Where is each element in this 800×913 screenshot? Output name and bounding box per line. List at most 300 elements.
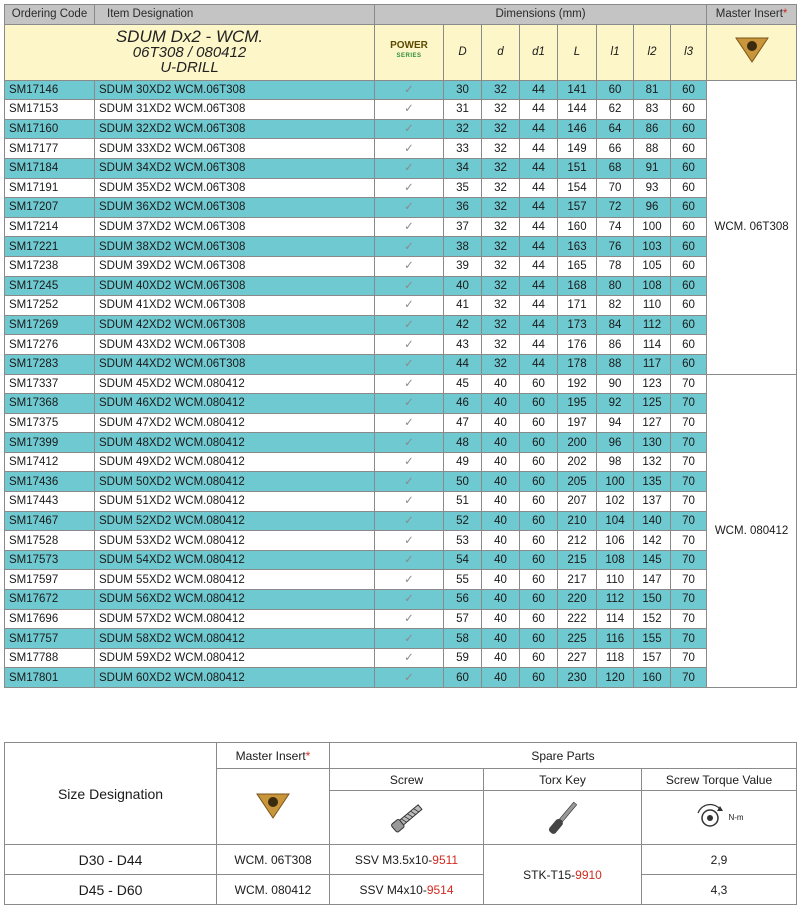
dim-d: 35 [444, 178, 482, 198]
dim-d: 54 [444, 550, 482, 570]
dim-d: 37 [444, 217, 482, 237]
dim-l3: 70 [671, 570, 707, 590]
dim-d: 32 [482, 139, 520, 159]
checkmark-icon: ✓ [375, 629, 444, 649]
ordering-code: SM17801 [5, 668, 95, 688]
dim-l3: 60 [671, 139, 707, 159]
dim-d: 52 [444, 511, 482, 531]
item-designation: SDUM 34XD2 WCM.06T308 [95, 158, 375, 178]
dim-label-l2: l2 [634, 24, 671, 80]
dim-l2: 140 [634, 511, 671, 531]
dim-l3: 70 [671, 374, 707, 394]
dim-l1: 60 [597, 80, 634, 100]
dim-l3: 60 [671, 217, 707, 237]
dim-d: 56 [444, 590, 482, 610]
screw-prefix: SSV M3.5x10- [354, 852, 433, 867]
dim-d1: 60 [520, 472, 558, 492]
master-insert-header [217, 743, 330, 769]
dim-d: 32 [482, 119, 520, 139]
table-row [5, 648, 797, 668]
dim-d: 32 [482, 100, 520, 120]
header-ordering-code: Ordering Code [5, 5, 95, 25]
asterisk-mark: * [305, 748, 311, 763]
item-designation: SDUM 52XD2 WCM.080412 [95, 511, 375, 531]
table-row [5, 492, 797, 512]
dim-d: 32 [482, 158, 520, 178]
dim-l: 151 [558, 158, 597, 178]
dim-l1: 98 [597, 452, 634, 472]
dim-l3: 60 [671, 158, 707, 178]
dim-l3: 60 [671, 256, 707, 276]
dim-l: 200 [558, 433, 597, 453]
item-designation: SDUM 45XD2 WCM.080412 [95, 374, 375, 394]
table-row [5, 276, 797, 296]
dim-label-D: D [444, 24, 482, 80]
dim-l3: 60 [671, 237, 707, 257]
checkmark-icon: ✓ [375, 492, 444, 512]
dim-d1: 60 [520, 394, 558, 414]
checkmark-icon: ✓ [375, 237, 444, 257]
dim-d: 32 [482, 354, 520, 374]
dim-d: 41 [444, 296, 482, 316]
item-designation: SDUM 49XD2 WCM.080412 [95, 452, 375, 472]
dim-d1: 44 [520, 100, 558, 120]
dim-l3: 60 [671, 100, 707, 120]
dim-l3: 60 [671, 335, 707, 355]
dim-l: 154 [558, 178, 597, 198]
dim-l: 225 [558, 629, 597, 649]
screw-prefix: SSV M4x10- [359, 882, 427, 897]
torx-prefix: STK-T15- [523, 867, 576, 882]
checkmark-icon: ✓ [375, 531, 444, 551]
dim-d: 57 [444, 609, 482, 629]
dim-d: 30 [444, 80, 482, 100]
dim-d1: 44 [520, 198, 558, 218]
dim-l3: 60 [671, 296, 707, 316]
table-row [5, 139, 797, 159]
item-designation: SDUM 42XD2 WCM.06T308 [95, 315, 375, 335]
dim-l2: 110 [634, 296, 671, 316]
item-designation: SDUM 33XD2 WCM.06T308 [95, 139, 375, 159]
checkmark-icon: ✓ [375, 413, 444, 433]
ordering-code: SM17757 [5, 629, 95, 649]
item-designation: SDUM 55XD2 WCM.080412 [95, 570, 375, 590]
ordering-code: SM17207 [5, 198, 95, 218]
table-row [5, 668, 797, 688]
dim-d: 32 [482, 296, 520, 316]
dim-d1: 60 [520, 433, 558, 453]
insert-image-icon [707, 24, 797, 80]
table-row [5, 452, 797, 472]
dim-d: 32 [482, 80, 520, 100]
dim-d1: 44 [520, 158, 558, 178]
ordering-code: SM17177 [5, 139, 95, 159]
torque-icon [642, 791, 797, 845]
table-row [5, 531, 797, 551]
checkmark-icon: ✓ [375, 296, 444, 316]
table-row [5, 80, 797, 100]
checkmark-icon: ✓ [375, 452, 444, 472]
checkmark-icon: ✓ [375, 217, 444, 237]
torque-row-2: 4,3 [642, 875, 797, 905]
table-row [5, 256, 797, 276]
dim-d1: 44 [520, 354, 558, 374]
table-row [5, 433, 797, 453]
dim-d: 40 [482, 590, 520, 610]
torx-code: 9910 [575, 867, 602, 882]
master-insert-group: WCM. 080412 [707, 374, 797, 688]
dim-l3: 70 [671, 668, 707, 688]
dim-d1: 44 [520, 315, 558, 335]
table-row [5, 609, 797, 629]
master-insert-group: WCM. 06T308 [707, 80, 797, 374]
dim-l3: 60 [671, 198, 707, 218]
table-row [5, 374, 797, 394]
item-designation: SDUM 46XD2 WCM.080412 [95, 394, 375, 414]
dim-l2: 150 [634, 590, 671, 610]
dim-l2: 86 [634, 119, 671, 139]
dim-d: 32 [482, 198, 520, 218]
dim-d: 45 [444, 374, 482, 394]
dim-d: 55 [444, 570, 482, 590]
dim-d: 32 [482, 335, 520, 355]
dim-d1: 44 [520, 335, 558, 355]
ordering-code: SM17788 [5, 648, 95, 668]
ordering-code: SM17153 [5, 100, 95, 120]
dim-l2: 147 [634, 570, 671, 590]
dim-d1: 44 [520, 80, 558, 100]
power-logo-sub: SERIES [396, 53, 422, 60]
table-row [5, 315, 797, 335]
dim-l3: 70 [671, 609, 707, 629]
dim-d: 40 [482, 570, 520, 590]
checkmark-icon: ✓ [375, 198, 444, 218]
item-designation: SDUM 60XD2 WCM.080412 [95, 668, 375, 688]
dim-l1: 86 [597, 335, 634, 355]
ordering-code: SM17276 [5, 335, 95, 355]
dim-l: 230 [558, 668, 597, 688]
dim-l1: 66 [597, 139, 634, 159]
checkmark-icon: ✓ [375, 394, 444, 414]
dim-label-d1: d1 [520, 24, 558, 80]
ordering-code: SM17184 [5, 158, 95, 178]
dim-d: 40 [482, 433, 520, 453]
dim-d: 34 [444, 158, 482, 178]
dim-d: 40 [482, 374, 520, 394]
dim-l: 160 [558, 217, 597, 237]
dim-l1: 88 [597, 354, 634, 374]
dim-d: 40 [482, 472, 520, 492]
dim-l: 217 [558, 570, 597, 590]
ordering-code: SM17528 [5, 531, 95, 551]
dim-l: 195 [558, 394, 597, 414]
item-designation: SDUM 53XD2 WCM.080412 [95, 531, 375, 551]
table-row [5, 590, 797, 610]
dim-d: 47 [444, 413, 482, 433]
dim-l2: 137 [634, 492, 671, 512]
dim-l3: 60 [671, 178, 707, 198]
ordering-code: SM17672 [5, 590, 95, 610]
dim-l1: 84 [597, 315, 634, 335]
ordering-code: SM17368 [5, 394, 95, 414]
title-line-1: SDUM Dx2 - WCM. [115, 27, 264, 47]
dim-l3: 70 [671, 531, 707, 551]
asterisk-mark: * [782, 8, 788, 21]
title-line-3: U-DRILL [160, 59, 219, 77]
ordering-code: SM17283 [5, 354, 95, 374]
dim-d1: 44 [520, 217, 558, 237]
checkmark-icon: ✓ [375, 570, 444, 590]
master-insert-label: Master Insert [235, 748, 306, 763]
table-row [5, 237, 797, 257]
dim-d: 33 [444, 139, 482, 159]
screw-icon [330, 791, 484, 845]
item-designation: SDUM 43XD2 WCM.06T308 [95, 335, 375, 355]
dim-l: 176 [558, 335, 597, 355]
item-designation: SDUM 39XD2 WCM.06T308 [95, 256, 375, 276]
dim-l: 146 [558, 119, 597, 139]
dim-d: 40 [482, 550, 520, 570]
dim-d: 39 [444, 256, 482, 276]
dim-l2: 127 [634, 413, 671, 433]
table-row [5, 217, 797, 237]
ordering-code: SM17412 [5, 452, 95, 472]
dim-l: 144 [558, 100, 597, 120]
screw-torque-header: Screw Torque Value [642, 769, 797, 791]
insert-image-icon [217, 769, 330, 845]
ordering-code: SM17443 [5, 492, 95, 512]
insert-row-2: WCM. 080412 [217, 875, 330, 905]
dim-d: 38 [444, 237, 482, 257]
dim-label-l3: l3 [671, 24, 707, 80]
dim-l3: 60 [671, 119, 707, 139]
dim-l2: 103 [634, 237, 671, 257]
dim-d1: 60 [520, 492, 558, 512]
dim-d: 32 [482, 217, 520, 237]
dim-d: 40 [482, 668, 520, 688]
dim-l2: 160 [634, 668, 671, 688]
dim-l: 212 [558, 531, 597, 551]
size-row-2: D45 - D60 [5, 875, 217, 905]
item-designation: SDUM 59XD2 WCM.080412 [95, 648, 375, 668]
dim-l1: 108 [597, 550, 634, 570]
dim-d1: 60 [520, 374, 558, 394]
dim-d: 40 [482, 452, 520, 472]
dim-l2: 130 [634, 433, 671, 453]
dim-d: 32 [482, 237, 520, 257]
dim-l2: 114 [634, 335, 671, 355]
dim-d: 32 [482, 315, 520, 335]
dim-l3: 70 [671, 648, 707, 668]
dim-d: 36 [444, 198, 482, 218]
dim-d: 40 [482, 531, 520, 551]
checkmark-icon: ✓ [375, 550, 444, 570]
ordering-code: SM17238 [5, 256, 95, 276]
dim-l2: 157 [634, 648, 671, 668]
dim-d: 32 [444, 119, 482, 139]
power-logo-text: POWER [390, 40, 428, 52]
dim-l2: 81 [634, 80, 671, 100]
ordering-code: SM17375 [5, 413, 95, 433]
torx-key-header: Torx Key [484, 769, 642, 791]
dim-l3: 70 [671, 511, 707, 531]
dim-l1: 82 [597, 296, 634, 316]
header-item-designation: Item Designation [95, 5, 375, 25]
dim-d1: 60 [520, 550, 558, 570]
item-designation: SDUM 36XD2 WCM.06T308 [95, 198, 375, 218]
dim-l1: 68 [597, 158, 634, 178]
dim-l1: 104 [597, 511, 634, 531]
dim-l2: 100 [634, 217, 671, 237]
product-table [4, 4, 797, 688]
dim-l: 171 [558, 296, 597, 316]
header-master-insert [707, 5, 797, 25]
spare-parts-table [4, 742, 797, 905]
screw-row-2 [330, 875, 484, 905]
dim-d: 58 [444, 629, 482, 649]
item-designation: SDUM 41XD2 WCM.06T308 [95, 296, 375, 316]
dim-l2: 125 [634, 394, 671, 414]
dim-l3: 60 [671, 354, 707, 374]
ordering-code: SM17214 [5, 217, 95, 237]
screw-code: 9511 [432, 852, 459, 867]
dim-l1: 90 [597, 374, 634, 394]
ordering-code: SM17252 [5, 296, 95, 316]
dim-d: 40 [444, 276, 482, 296]
dim-l3: 70 [671, 394, 707, 414]
dim-l1: 118 [597, 648, 634, 668]
insert-row-1: WCM. 06T308 [217, 845, 330, 875]
dim-d1: 44 [520, 139, 558, 159]
checkmark-icon: ✓ [375, 648, 444, 668]
checkmark-icon: ✓ [375, 511, 444, 531]
item-designation: SDUM 37XD2 WCM.06T308 [95, 217, 375, 237]
torque-row-1: 2,9 [642, 845, 797, 875]
table-row [5, 198, 797, 218]
dim-l2: 117 [634, 354, 671, 374]
dim-l3: 60 [671, 276, 707, 296]
checkmark-icon: ✓ [375, 668, 444, 688]
dim-d: 50 [444, 472, 482, 492]
dim-l: 197 [558, 413, 597, 433]
table-row [5, 629, 797, 649]
dim-l3: 60 [671, 80, 707, 100]
ordering-code: SM17245 [5, 276, 95, 296]
item-designation: SDUM 58XD2 WCM.080412 [95, 629, 375, 649]
dim-d: 32 [482, 178, 520, 198]
dim-l1: 76 [597, 237, 634, 257]
size-row-1: D30 - D44 [5, 845, 217, 875]
dim-l: 173 [558, 315, 597, 335]
item-designation: SDUM 35XD2 WCM.06T308 [95, 178, 375, 198]
dim-l1: 112 [597, 590, 634, 610]
table-row [5, 296, 797, 316]
dim-d1: 44 [520, 237, 558, 257]
dim-l: 202 [558, 452, 597, 472]
dim-l: 222 [558, 609, 597, 629]
dim-d1: 60 [520, 609, 558, 629]
dim-l1: 120 [597, 668, 634, 688]
dim-l1: 72 [597, 198, 634, 218]
dim-d1: 60 [520, 531, 558, 551]
dim-d1: 44 [520, 178, 558, 198]
dim-l: 207 [558, 492, 597, 512]
item-designation: SDUM 50XD2 WCM.080412 [95, 472, 375, 492]
dim-l3: 70 [671, 433, 707, 453]
dim-d: 31 [444, 100, 482, 120]
dim-l1: 110 [597, 570, 634, 590]
dim-l: 141 [558, 80, 597, 100]
table-row [5, 550, 797, 570]
size-designation-header: Size Designation [5, 743, 217, 845]
checkmark-icon: ✓ [375, 374, 444, 394]
spare-parts-header: Spare Parts [330, 743, 797, 769]
dim-l1: 102 [597, 492, 634, 512]
item-designation: SDUM 32XD2 WCM.06T308 [95, 119, 375, 139]
dim-l1: 114 [597, 609, 634, 629]
dim-d: 43 [444, 335, 482, 355]
ordering-code: SM17436 [5, 472, 95, 492]
table-row [5, 394, 797, 414]
item-designation: SDUM 51XD2 WCM.080412 [95, 492, 375, 512]
ordering-code: SM17146 [5, 80, 95, 100]
product-title [5, 24, 375, 80]
item-designation: SDUM 54XD2 WCM.080412 [95, 550, 375, 570]
dim-l2: 123 [634, 374, 671, 394]
dim-l: 165 [558, 256, 597, 276]
dim-l: 157 [558, 198, 597, 218]
dim-d: 48 [444, 433, 482, 453]
table-row [5, 511, 797, 531]
dim-l1: 106 [597, 531, 634, 551]
ordering-code: SM17399 [5, 433, 95, 453]
dim-l2: 145 [634, 550, 671, 570]
dim-l1: 74 [597, 217, 634, 237]
dim-d: 40 [482, 609, 520, 629]
checkmark-icon: ✓ [375, 80, 444, 100]
dim-d: 53 [444, 531, 482, 551]
dim-d: 32 [482, 256, 520, 276]
dim-l: 192 [558, 374, 597, 394]
item-designation: SDUM 30XD2 WCM.06T308 [95, 80, 375, 100]
dim-d: 49 [444, 452, 482, 472]
dim-d1: 60 [520, 590, 558, 610]
ordering-code: SM17221 [5, 237, 95, 257]
torx-key-value [484, 845, 642, 905]
table-row [5, 570, 797, 590]
dim-l2: 108 [634, 276, 671, 296]
dim-l1: 92 [597, 394, 634, 414]
dim-l2: 93 [634, 178, 671, 198]
master-insert-label: Master Insert [715, 8, 783, 21]
dim-d1: 60 [520, 648, 558, 668]
dim-d: 40 [482, 492, 520, 512]
checkmark-icon: ✓ [375, 158, 444, 178]
torque-unit: N-m [728, 813, 744, 822]
dim-l: 149 [558, 139, 597, 159]
dim-d: 46 [444, 394, 482, 414]
dim-d: 44 [444, 354, 482, 374]
dim-d1: 60 [520, 629, 558, 649]
dim-label-d: d [482, 24, 520, 80]
item-designation: SDUM 31XD2 WCM.06T308 [95, 100, 375, 120]
checkmark-icon: ✓ [375, 178, 444, 198]
dim-l3: 70 [671, 590, 707, 610]
dim-l3: 70 [671, 413, 707, 433]
ordering-code: SM17191 [5, 178, 95, 198]
dim-d: 59 [444, 648, 482, 668]
dim-d: 51 [444, 492, 482, 512]
